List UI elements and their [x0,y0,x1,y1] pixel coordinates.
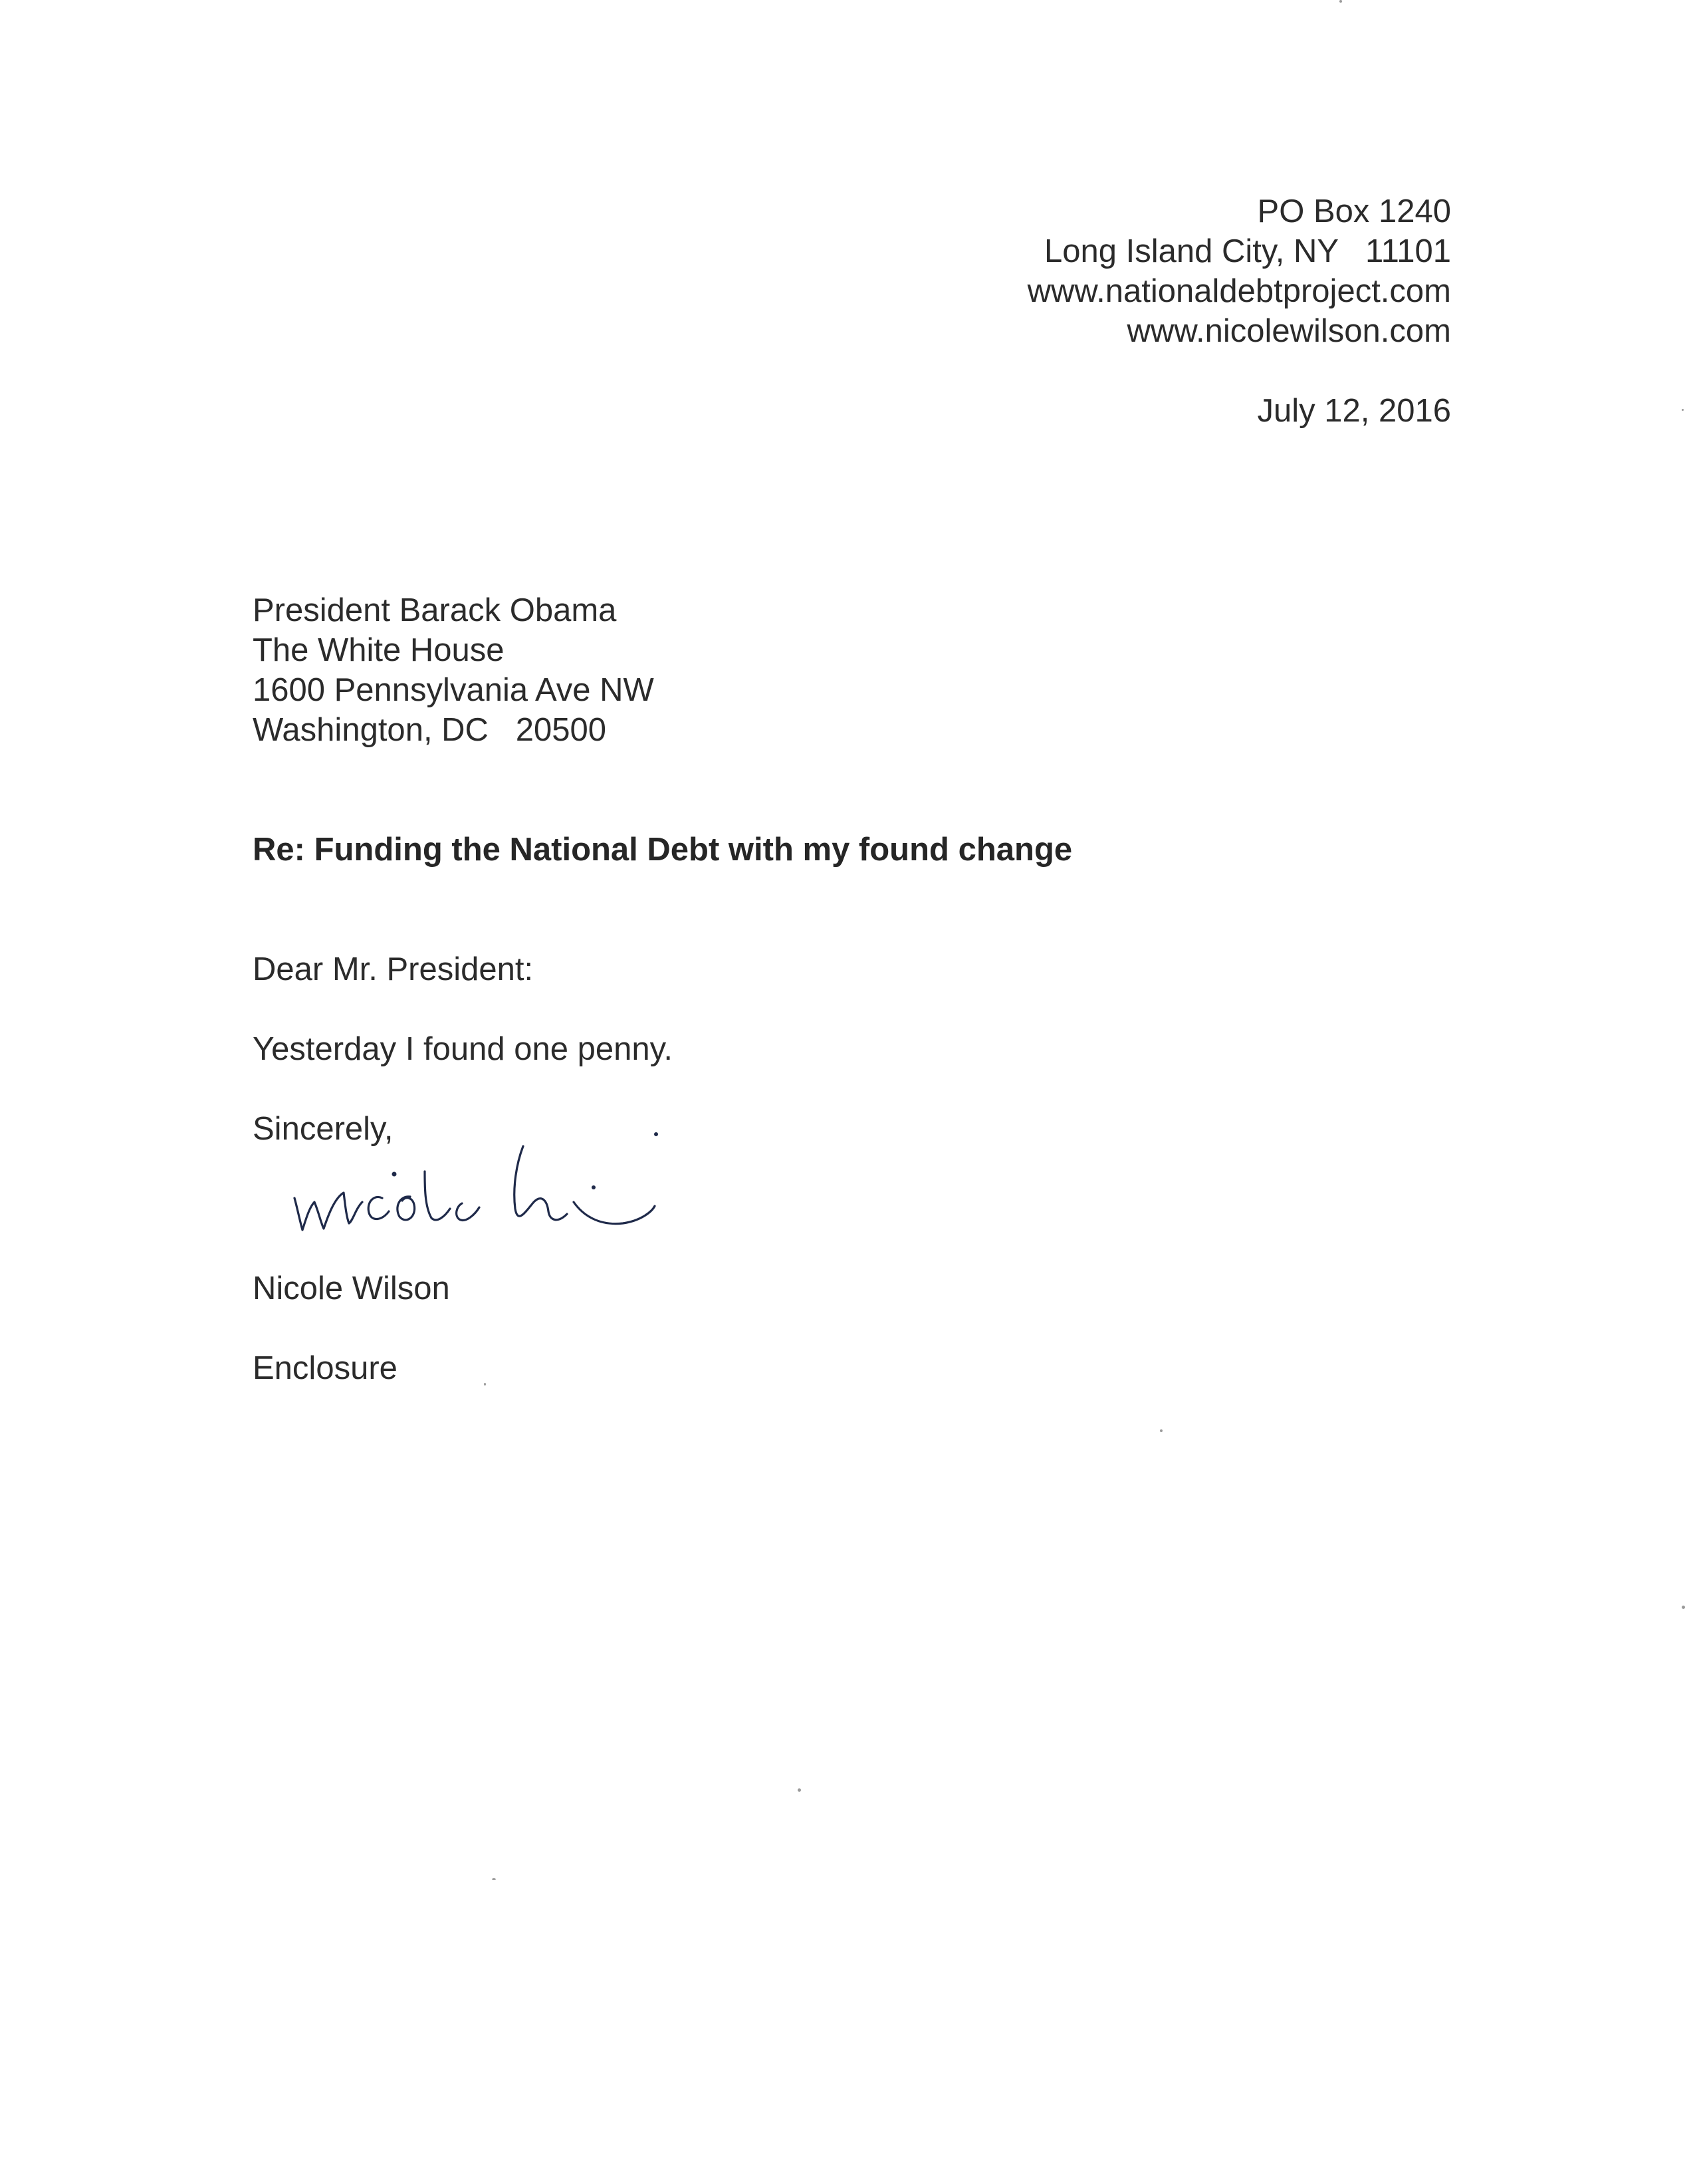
recipient-address-line: The White House [253,632,505,668]
letter-body: Yesterday I found one penny. [253,1031,673,1067]
enclosure-note: Enclosure [253,1350,397,1386]
recipient-address-line: Washington, DC 20500 [253,712,607,748]
sender-address-line: Long Island City, NY 11101 [1044,233,1451,269]
recipient-address-block [253,590,654,750]
closing: Sincerely, [253,1111,394,1147]
scan-speck [492,1878,496,1880]
sender-address-block [1028,191,1451,351]
recipient-address-line: 1600 Pennsylvania Ave NW [253,672,654,708]
scan-speck [484,1383,486,1386]
signer-name: Nicole Wilson [253,1271,450,1306]
handwritten-signature [282,1124,661,1243]
scan-speck [798,1788,801,1792]
scan-speck [1682,1606,1685,1609]
sender-address-line: PO Box 1240 [1257,193,1451,229]
scan-speck [1339,0,1342,3]
scan-speck [1160,1429,1163,1432]
recipient-name: President Barack Obama [253,592,617,628]
salutation: Dear Mr. President: [253,951,534,987]
subject-line: Re: Funding the National Debt with my found change [253,832,1073,868]
sender-website-link: www.nicolewilson.com [1127,313,1451,349]
scan-speck [1682,409,1684,411]
sender-website-link: www.nationaldebtproject.com [1027,273,1451,309]
letter-date: July 12, 2016 [1257,393,1451,429]
